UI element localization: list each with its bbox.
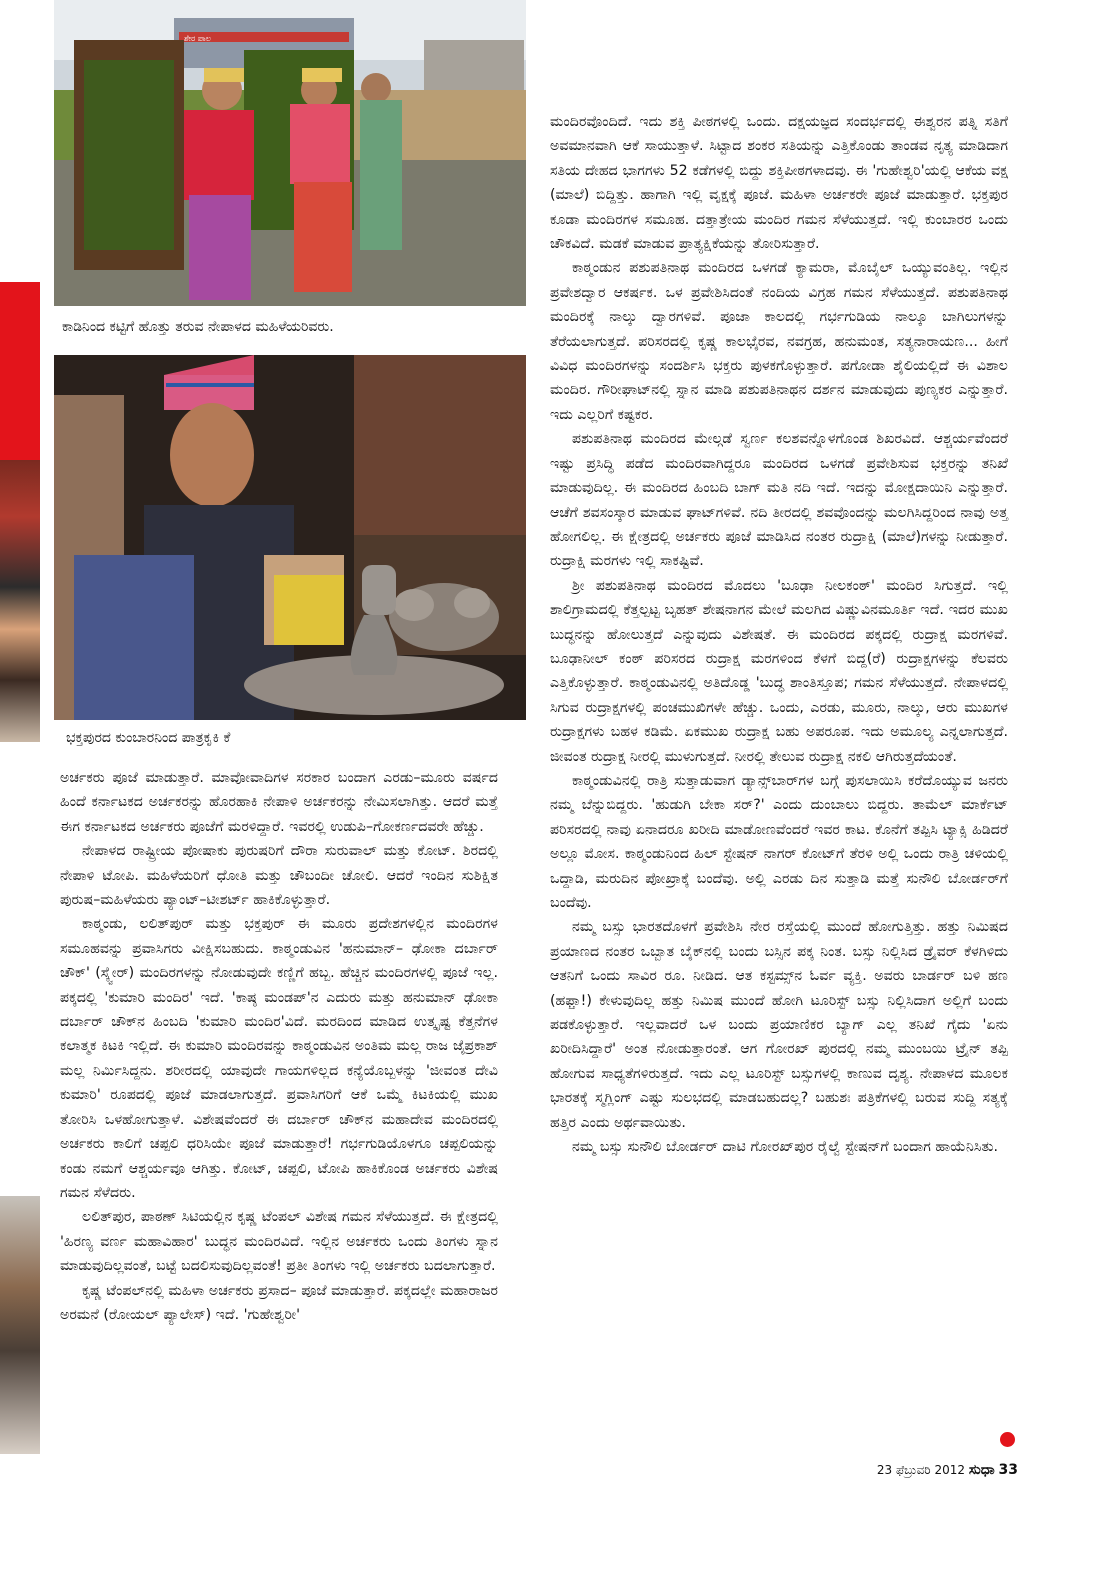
paragraph: ಮಂದಿರವೊಂದಿದೆ. ಇದು ಶಕ್ತಿ ಪೀಠಗಳಲ್ಲಿ ಒಂದು. ದಕ್ಷಯಜ್ಞದ ಸಂದರ್ಭದಲ್ಲಿ ಈಶ್ವರನ ಪತ್ನಿ ಸತಿಗೆ ಅವಮಾನವಾಗಿ ಆಕೆ ಸಾಯುತ್ತಾಳೆ. ಸಿಟ್ಟಾದ ಶಂಕರ ಸತಿಯನ್ನು ಎತ್ತಿಕೊಂಡು ತಾಂಡವ ನೃತ್ಯ ಮಾಡಿದಾಗ ಸತಿಯ ದೇಹದ ಭಾಗಗಳು 52 ಕಡೆಗಳಲ್ಲಿ ಬಿದ್ದು ಶಕ್ತಿಪೀಠಗಳಾದವು. ಈ 'ಗುಹೇಶ್ವರಿ'ಯಲ್ಲಿ ಆಕೆಯ ವಕ್ಷ (ಮಾಲೆ) ಬಿದ್ದಿತ್ತು. ಹಾಗಾಗಿ ಇಲ್ಲಿ ವೃಕ್ಷಕ್ಕೆ ಪೂಜೆ. ಮಹಿಳಾ ಅರ್ಚಕರೇ ಪೂಜೆ ಮಾಡುತ್ತಾರೆ. ಭಕ್ತಪುರ ಕೂಡಾ ಮಂದಿರಗಳ ಸಮೂಹ. ದತ್ತಾತ್ರೇಯ ಮಂದಿರ ಗಮನ ಸೆಳೆಯುತ್ತದೆ. ಇಲ್ಲಿ ಕುಂಬಾರರ ಒಂದು ಚೌಕವಿದೆ. ಮಡಕೆ ಮಾಡುವ ಪ್ರಾತ್ಯಕ್ಷಿಕೆಯನ್ನು ತೋರಿಸುತ್ತಾರೆ. — [550, 114, 1008, 253]
paragraph: ಪಶುಪತಿನಾಥ ಮಂದಿರದ ಮೇಲ್ಗಡೆ ಸ್ವರ್ಣ ಕಲಶವನ್ನೊಳಗೊಂಡ ಶಿಖರವಿದೆ. ಆಶ್ಚರ್ಯವೆಂದರೆ ಇಷ್ಟು ಪ್ರಸಿದ್ಧಿ ಪಡೆದ ಮಂದಿರವಾಗಿದ್ದರೂ ಮಂದಿರದ ಒಳಗಡೆ ಪ್ರವೇಶಿಸುವ ಭಕ್ತರನ್ನು ತನಿಖೆ ಮಾಡುವುದಿಲ್ಲ. ಈ ಮಂದಿರದ ಹಿಂಬದಿ ಬಾಗ್ ಮತಿ ನದಿ ಇದೆ. ಇದನ್ನು ಮೋಕ್ಷದಾಯಿನಿ ಎನ್ನುತ್ತಾರೆ. ಆಚೆಗೆ ಶವಸಂಸ್ಕಾರ ಮಾಡುವ ಘಾಟ್‌ಗಳಿವೆ. ನದಿ ತೀರದಲ್ಲಿ ಶವವೊಂದನ್ನು ಮಲಗಿಸಿದ್ದರಿಂದ ನಾವು ಅತ್ತ ಹೋಗಲಿಲ್ಲ. ಈ ಕ್ಷೇತ್ರದಲ್ಲಿ ಅರ್ಚಕರು ಪೂಜೆ ಮಾಡಿಸಿದ ನಂತರ ರುದ್ರಾಕ್ಷಿ (ಮಾಲೆ)ಗಳನ್ನು ನೀಡುತ್ತಾರೆ. ರುದ್ರಾಕ್ಷಿ ಮರಗಳು ಇಲ್ಲಿ ಸಾಕಷ್ಟಿವೆ. — [550, 431, 1008, 570]
issue-date: 23 ಫೆಬ್ರುವರಿ 2012 — [876, 1463, 965, 1477]
paragraph: ಕಾಠ್ಮಂಡುವಿನಲ್ಲಿ ರಾತ್ರಿ ಸುತ್ತಾಡುವಾಗ ಡ್ಯಾನ್ಸ್‌ಬಾರ್‌ಗಳ ಬಗ್ಗೆ ಪುಸಲಾಯಿಸಿ ಕರೆದೊಯ್ಯುವ ಜನರು ನಮ್ಮ ಬೆನ್ನುಬಿದ್ದರು. 'ಹುಡುಗಿ ಬೇಕಾ ಸರ್?' ಎಂದು ದುಂಬಾಲು ಬಿದ್ದರು. ತಾಮೆಲ್ ಮಾರ್ಕೆಟ್ ಪರಿಸರದಲ್ಲಿ ನಾವು ಏನಾದರೂ ಖರೀದಿ ಮಾಡೋಣವೆಂದರೆ ಇವರ ಕಾಟ. ಕೊನೆಗೆ ತಪ್ಪಿಸಿ ಟ್ಯಾಕ್ಸಿ ಹಿಡಿದರೆ ಅಲ್ಲೂ ಮೋಸ. ಕಾಠ್ಮಂಡುನಿಂದ ಹಿಲ್ ಸ್ಟೇಷನ್ ನಾಗರ್ ಕೋಟ್‌ಗೆ ತೆರಳಿ ಅಲ್ಲಿ ಒಂದು ರಾತ್ರಿ ಚಳಿಯಲ್ಲಿ ಒದ್ದಾಡಿ, ಮರುದಿನ ಪೋಖ್ರಾಕ್ಕೆ ಬಂದೆವು. ಅಲ್ಲಿ ಎರಡು ದಿನ ಸುತ್ತಾಡಿ ಮತ್ತೆ ಸುನೌಲಿ ಬೋರ್ಡರ್‌ಗೆ ಬಂದೆವು. — [550, 772, 1008, 911]
women-carrying-firewood-photo — [54, 0, 526, 306]
paragraph: ಕೃಷ್ಣ ಟೆಂಪಲ್‌ನಲ್ಲಿ ಮಹಿಳಾ ಅರ್ಚಕರು ಪ್ರಸಾದ– ಪೂಜೆ ಮಾಡುತ್ತಾರೆ. ಪಕ್ಕದಲ್ಲೇ ಮಹಾರಾಜರ ಅರಮನೆ (ರೋಯಲ್ ಪ್ಯಾಲೇಸ್) ಇದೆ. 'ಗುಹೇಶ್ವರೀ' — [60, 1282, 498, 1323]
magazine-name: ಸುಧಾ — [968, 1462, 995, 1478]
page-number: 33 — [998, 1462, 1018, 1478]
photo-caption-1: ಕಾಡಿನಿಂದ ಕಟ್ಟಿಗೆ ಹೊತ್ತು ತರುವ ನೇಪಾಳದ ಮಹಿಳೆಯರಿವರು. — [62, 319, 334, 335]
facing-page-red-strip — [0, 282, 40, 460]
shop-sign-text: ಶೇರ ಪಾಲ — [184, 34, 211, 43]
paragraph: ಶ್ರೀ ಪಶುಪತಿನಾಥ ಮಂದಿರದ ಮೊದಲು 'ಬೂಢಾ ನೀಲಕಂಠ್' ಮಂದಿರ ಸಿಗುತ್ತದೆ. ಇಲ್ಲಿ ಶಾಲಿಗ್ರಾಮದಲ್ಲಿ ಕೆತ್ತಲ್ಪಟ್ಟ ಬೃಹತ್ ಶೇಷನಾಗನ ಮೇಲೆ ಮಲಗಿದ ವಿಷ್ಣುವಿನಮೂರ್ತಿ ಇದೆ. ಇದರ ಮುಖ ಬುದ್ಧನನ್ನು ಹೋಲುತ್ತದೆ ಎನ್ನುವುದು ವಿಶೇಷತೆ. ಈ ಮಂದಿರದ ಪಕ್ಕದಲ್ಲಿ ರುದ್ರಾಕ್ಷ ಮರಗಳಿವೆ. ಬೂಢಾನೀಲ್ ಕಂಠ್ ಪರಿಸರದ ರುದ್ರಾಕ್ಷ ಮರಗಳಿಂದ ಕೆಳಗೆ ಬಿದ್ದ(ರೆ) ರುದ್ರಾಕ್ಷಗಳನ್ನು ಕೆಲವರು ಎತ್ತಿಕೊಳ್ಳುತ್ತಾರೆ. ಕಾಠ್ಮಂಡುವಿನಲ್ಲಿ ಅತಿದೊಡ್ಡ 'ಬುದ್ಧ ಶಾಂತಿಸ್ತೂಪ; ಗಮನ ಸೆಳೆಯುತ್ತದೆ. ನೇಪಾಳದಲ್ಲಿ ಸಿಗುವ ರುದ್ರಾಕ್ಷಗಳಲ್ಲಿ ಪಂಚಮುಖಿಗಳೇ ಹೆಚ್ಚು. ಒಂದು, ಎರಡು, ಮೂರು, ನಾಲ್ಕು, ಆರು ಮುಖಗಳ ರುದ್ರಾಕ್ಷಗಳು ಬಹಳ ಕಡಿಮೆ. ಏಕಮುಖ ರುದ್ರಾಕ್ಷ ಬಹು ಅಪರೂಪ. ಇದು ಅಮೂಲ್ಯ ಎನ್ನಲಾಗುತ್ತದೆ. ಜೀವಂತ ರುದ್ರಾಕ್ಷ ನೀರಲ್ಲಿ ಮುಳುಗುತ್ತದೆ. ನೀರಲ್ಲಿ ತೇಲುವ ರುದ್ರಾಕ್ಷ ನಕಲಿ ಆಗಿರುತ್ತದೆಯಂತೆ. — [550, 577, 1008, 765]
paragraph: ಲಲಿತ್‌ಪುರ, ಪಾಠಣ್ ಸಿಟಿಯಲ್ಲಿನ ಕೃಷ್ಣ ಟೆಂಪಲ್ ವಿಶೇಷ ಗಮನ ಸೆಳೆಯುತ್ತದೆ. ಈ ಕ್ಷೇತ್ರದಲ್ಲಿ 'ಹಿರಣ್ಯ ವರ್ಣ ಮಹಾವಿಹಾರ' ಬುದ್ಧನ ಮಂದಿರವಿದೆ. ಇಲ್ಲಿನ ಅರ್ಚಕರು ಒಂದು ತಿಂಗಳು ಸ್ನಾನ ಮಾಡುವುದಿಲ್ಲವಂತೆ, ಬಟ್ಟೆ ಬದಲಿಸುವುದಿಲ್ಲವಂತೆ! ಪ್ರತೀ ತಿಂಗಳು ಇಲ್ಲಿ ಅರ್ಚಕರು ಬದಲಾಗುತ್ತಾರೆ. — [60, 1209, 498, 1275]
paragraph: ನೇಪಾಳದ ರಾಷ್ಟ್ರೀಯ ಪೋಷಾಕು ಪುರುಷರಿಗೆ ದೌರಾ ಸುರುವಾಲ್ ಮತ್ತು ಕೋಟ್. ಶಿರದಲ್ಲಿ ನೇಪಾಳಿ ಟೋಪಿ. ಮಹಿಳೆಯರಿಗೆ ಧೋತಿ ಮತ್ತು ಚೌಬಂದೀ ಚೋಲಿ. ಆದರೆ ಇಂದಿನ ಸುಶಿಕ್ಷಿತ ಪುರುಷ–ಮಹಿಳೆಯರು ಪ್ಯಾಂಟ್–ಟೀಶರ್ಟ್ ಹಾಕಿಕೊಳ್ಳುತ್ತಾರೆ. — [60, 843, 498, 909]
photo-caption-2: ಭಕ್ತಪುರದ ಕುಂಬಾರನಿಂದ ಪಾತ್ರಕೃಕಿ ಕೆ — [66, 730, 231, 746]
paragraph: ಅರ್ಚಕರು ಪೂಜೆ ಮಾಡುತ್ತಾರೆ. ಮಾವೋವಾದಿಗಳ ಸರಕಾರ ಬಂದಾಗ ಎರಡು–ಮೂರು ವರ್ಷದ ಹಿಂದೆ ಕರ್ನಾಟಕದ ಅರ್ಚಕರನ್ನು ಹೊರಹಾಕಿ ನೇಪಾಳಿ ಅರ್ಚಕರನ್ನು ನೇಮಿಸಲಾಗಿತ್ತು. ಆದರೆ ಮತ್ತೆ ಈಗ ಕರ್ನಾಟಕದ ಅರ್ಚಕರು ಪೂಜೆಗೆ ಮರಳಿದ್ದಾರೆ. ಇವರಲ್ಲಿ ಉಡುಪಿ–ಗೋಕರ್ಣದವರೇ ಹೆಚ್ಚು. — [60, 770, 498, 835]
potter-at-wheel-photo — [54, 355, 526, 720]
facing-page-photo-strip-2 — [0, 1196, 40, 1454]
facing-page-photo-strip — [0, 460, 40, 742]
end-mark-dot — [1000, 1432, 1015, 1447]
paragraph: ನಮ್ಮ ಬಸ್ಸು ಸುನೌಲಿ ಬೋರ್ಡರ್ ದಾಟಿ ಗೋರಖ್‌ಪುರ ರೈಲ್ವೆ ಸ್ಟೇಷನ್‌ಗೆ ಬಂದಾಗ ಹಾಯೆನಿಸಿತು. — [572, 1139, 998, 1156]
paragraph: ಕಾಠ್ಮಂಡುನ ಪಶುಪತಿನಾಥ ಮಂದಿರದ ಒಳಗಡೆ ಕ್ಯಾಮರಾ, ಮೊಬೈಲ್ ಒಯ್ಯುವಂತಿಲ್ಲ. ಇಲ್ಲಿನ ಪ್ರವೇಶದ್ವಾರ ಆಕರ್ಷಕ. ಒಳ ಪ್ರವೇಶಿಸಿದಂತೆ ನಂದಿಯ ವಿಗ್ರಹ ಗಮನ ಸೆಳೆಯುತ್ತದೆ. ಪಶುಪತಿನಾಥ ಮಂದಿರಕ್ಕೆ ನಾಲ್ಕು ದ್ವಾರಗಳಿವೆ. ಪೂಜಾ ಕಾಲದಲ್ಲಿ ಗರ್ಭಗುಡಿಯ ನಾಲ್ಕೂ ಬಾಗಿಲುಗಳನ್ನು ತೆರೆಯಲಾಗುತ್ತದೆ. ಪರಿಸರದಲ್ಲಿ ಕೃಷ್ಣ ಕಾಲಭೈರವ, ನವಗ್ರಹ, ಹನುಮಂತ, ಸತ್ಯನಾರಾಯಣ... ಹೀಗೆ ವಿವಿಧ ಮಂದಿರಗಳನ್ನು ಸಂದರ್ಶಿಸಿ ಭಕ್ತರು ಪುಳಕಗೊಳ್ಳುತ್ತಾರೆ. ಪಗೋಡಾ ಶೈಲಿಯಲ್ಲಿದೆ ಈ ವಿಶಾಲ ಮಂದಿರ. ಗೌರೀಘಾಟ್‌ನಲ್ಲಿ ಸ್ನಾನ ಮಾಡಿ ಪಶುಪತಿನಾಥನ ದರ್ಶನ ಮಾಡುವುದು ಪುಣ್ಯಕರ ಎನ್ನುತ್ತಾರೆ. ಇದು ಎಲ್ಲರಿಗೆ ಕಷ್ಟಕರ. — [550, 260, 1008, 423]
article-left-column — [60, 766, 498, 1327]
page-folio — [877, 1462, 1018, 1478]
paragraph: ಕಾಠ್ಮಂಡು, ಲಲಿತ್‌ಪುರ್ ಮತ್ತು ಭಕ್ತಪುರ್ ಈ ಮೂರು ಪ್ರದೇಶಗಳಲ್ಲಿನ ಮಂದಿರಗಳ ಸಮೂಹವನ್ನು ಪ್ರವಾಸಿಗರು ವೀಕ್ಷಿಸಬಹುದು. ಕಾಠ್ಮಂಡುವಿನ 'ಹನುಮಾನ್– ಢೋಕಾ ದರ್ಬಾರ್ ಚೌಕ್' (ಸ್ಕ್ವೇರ್) ಮಂದಿರಗಳನ್ನು ನೋಡುವುದೇ ಕಣ್ಣಿಗೆ ಹಬ್ಬ. ಹೆಚ್ಚಿನ ಮಂದಿರಗಳಲ್ಲಿ ಪೂಜೆ ಇಲ್ಲ. ಪಕ್ಕದಲ್ಲಿ 'ಕುಮಾರಿ ಮಂದಿರ' ಇದೆ. 'ಕಾಷ್ಠ ಮಂಡಪ್'ನ ಎದುರು ಮತ್ತು ಹನುಮಾನ್ ಢೋಕಾ ದರ್ಬಾರ್ ಚೌಕ್‌ನ ಹಿಂಬದಿ 'ಕುಮಾರಿ ಮಂದಿರ'ವಿದೆ. ಮರದಿಂದ ಮಾಡಿದ ಉತ್ಕೃಷ್ಟ ಕೆತ್ತನೆಗಳ ಕಲಾತ್ಮಕ ಕಿಟಕಿ ಇಲ್ಲಿದೆ. ಈ ಕುಮಾರಿ ಮಂದಿರವನ್ನು ಕಾಠ್ಮಂಡುವಿನ ಅಂತಿಮ ಮಲ್ಲ ರಾಜ ಜೈಪ್ರಕಾಶ್ ಮಲ್ಲ ನಿರ್ಮಿಸಿದ್ದನು. ಶರೀರದಲ್ಲಿ ಯಾವುದೇ ಗಾಯಗಳಿಲ್ಲದ ಕನ್ಯೆಯೊಬ್ಬಳನ್ನು 'ಜೀವಂತ ದೇವಿ ಕುಮಾರಿ' ರೂಪದಲ್ಲಿ ಪೂಜೆ ಮಾಡಲಾಗುತ್ತದೆ. ಪ್ರವಾಸಿಗರಿಗೆ ಆಕೆ ಒಮ್ಮೆ ಕಿಟಕಿಯಲ್ಲಿ ಮುಖ ತೋರಿಸಿ ಒಳಹೋಗುತ್ತಾಳೆ. ವಿಶೇಷವೆಂದರೆ ಈ ದರ್ಬಾರ್ ಚೌಕ್‌ನ ಮಹಾದೇವ ಮಂದಿರದಲ್ಲಿ ಅರ್ಚಕರು ಕಾಲಿಗೆ ಚಪ್ಪಲಿ ಧರಿಸಿಯೇ ಪೂಜೆ ಮಾಡುತ್ತಾರೆ! ಗರ್ಭಗುಡಿಯೊಳಗೂ ಚಪ್ಪಲಿಯನ್ನು ಕಂಡು ನಮಗೆ ಆಶ್ಚರ್ಯವೂ ಆಗಿತ್ತು. ಕೋಟ್, ಚಪ್ಪಲಿ, ಟೋಪಿ ಹಾಕಿಕೊಂಡ ಅರ್ಚಕರು ವಿಶೇಷ ಗಮನ ಸೆಳೆದರು. — [60, 916, 498, 1201]
paragraph: ನಮ್ಮ ಬಸ್ಸು ಭಾರತದೊಳಗೆ ಪ್ರವೇಶಿಸಿ ನೇರ ರಸ್ತೆಯಲ್ಲಿ ಮುಂದೆ ಹೋಗುತ್ತಿತ್ತು. ಹತ್ತು ನಿಮಿಷದ ಪ್ರಯಾಣದ ನಂತರ ಒಬ್ಬಾತ ಬೈಕ್‌ನಲ್ಲಿ ಬಂದು ಬಸ್ಸಿನ ಪಕ್ಕ ನಿಂತ. ಬಸ್ಸು ನಿಲ್ಲಿಸಿದ ಡ್ರೈವರ್ ಕೆಳಗಿಳಿದು ಆತನಿಗೆ ಒಂದು ಸಾವಿರ ರೂ. ನೀಡಿದ. ಆತ ಕಸ್ಟಮ್ಸ್‌ನ ಓರ್ವ ವ್ಯಕ್ತಿ. ಅವರು ಬಾರ್ಡರ್ ಬಳಿ ಹಣ (ಹಫ್ತಾ!) ಕೇಳುವುದಿಲ್ಲ ಹತ್ತು ನಿಮಿಷ ಮುಂದೆ ಹೋಗಿ ಟೂರಿಸ್ಟ್ ಬಸ್ಸು ನಿಲ್ಲಿಸಿದಾಗ ಅಲ್ಲಿಗೆ ಬಂದು ಪಡಕೊಳ್ಳುತ್ತಾರೆ. ಇಲ್ಲವಾದರೆ ಒಳ ಬಂದು ಪ್ರಯಾಣಿಕರ ಬ್ಯಾಗ್ ಎಲ್ಲ ತನಿಖೆ ಗೈದು 'ಏನು ಖರೀದಿಸಿದ್ದಾರೆ' ಅಂತ ನೋಡುತ್ತಾರಂತೆ. ಆಗ ಗೋರಖ್ ಪುರದಲ್ಲಿ ನಮ್ಮ ಮುಂಬಯಿ ಟ್ರೈನ್ ತಪ್ಪಿ ಹೋಗುವ ಸಾಧ್ಯತೆಗಳಿರುತ್ತದೆ. ಇದು ಎಲ್ಲ ಟೂರಿಸ್ಟ್ ಬಸ್ಸುಗಳಲ್ಲಿ ಕಾಣುವ ದೃಶ್ಯ. ನೇಪಾಳದ ಮೂಲಕ ಭಾರತಕ್ಕೆ ಸ್ಮಗ್ಲಿಂಗ್ ಎಷ್ಟು ಸುಲಭದಲ್ಲಿ ಮಾಡಬಹುದಲ್ಲ? ಬಹುಶಃ ಪತ್ರಿಕೆಗಳಲ್ಲಿ ಬರುವ ಸುದ್ದಿ ಸತ್ಯಕ್ಕೆ ಹತ್ತಿರ ಎಂದು ಅರ್ಥವಾಯಿತು. — [550, 919, 1008, 1131]
article-right-column — [550, 110, 1008, 1159]
